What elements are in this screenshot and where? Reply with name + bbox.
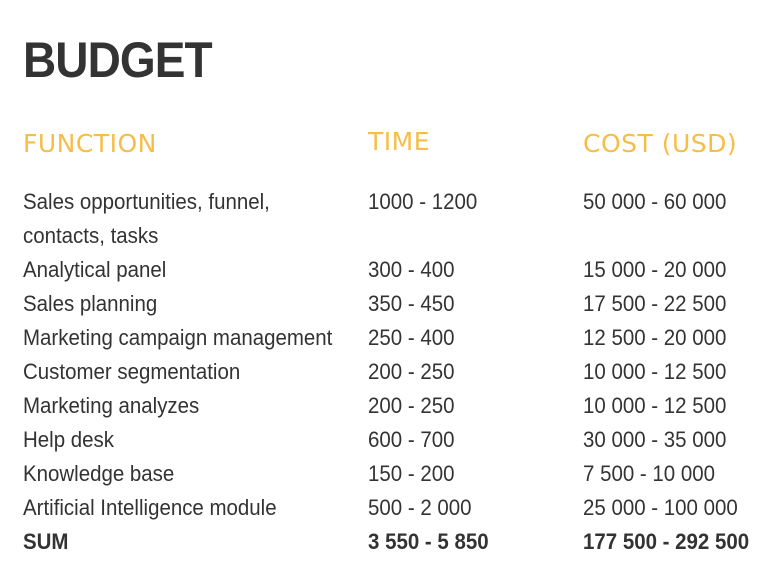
cost-cell: 7 500 - 10 000 (583, 461, 715, 486)
sum-time: 3 550 - 5 850 (368, 529, 489, 554)
time-cell: 1000 - 1200 (368, 189, 478, 214)
function-cell: Customer segmentation (23, 359, 241, 384)
cost-cell: 15 000 - 20 000 (583, 257, 727, 282)
time-cell: 150 - 200 (368, 461, 455, 486)
time-cell: 200 - 250 (368, 393, 455, 418)
time-cell: 500 - 2 000 (368, 495, 472, 520)
column-header-function: FUNCTION (23, 129, 157, 158)
page-title: BUDGET (23, 32, 212, 88)
column-header-time: TIME (368, 127, 431, 156)
cost-cell: 17 500 - 22 500 (583, 291, 727, 316)
time-cell: 200 - 250 (368, 359, 455, 384)
time-cell: 350 - 450 (368, 291, 455, 316)
function-cell: Sales planning (23, 291, 158, 316)
time-cell: 600 - 700 (368, 427, 455, 452)
function-cell (23, 185, 339, 253)
function-line: Sales opportunities, funnel, (23, 189, 270, 214)
function-line: contacts, tasks (23, 223, 159, 248)
cost-cell: 12 500 - 20 000 (583, 325, 727, 350)
function-cell: Artificial Intelligence module (23, 495, 277, 520)
cost-cell: 30 000 - 35 000 (583, 427, 727, 452)
function-cell: Knowledge base (23, 461, 175, 486)
time-cell: 300 - 400 (368, 257, 455, 282)
function-cell: Help desk (23, 427, 114, 452)
function-cell: Marketing analyzes (23, 393, 200, 418)
function-cell: Marketing campaign management (23, 325, 333, 350)
function-cell: Analytical panel (23, 257, 167, 282)
cost-cell: 25 000 - 100 000 (583, 495, 738, 520)
time-cell: 250 - 400 (368, 325, 455, 350)
cost-cell: 50 000 - 60 000 (583, 189, 727, 214)
cost-cell: 10 000 - 12 500 (583, 359, 727, 384)
sum-cost: 177 500 - 292 500 (583, 529, 750, 554)
cost-cell: 10 000 - 12 500 (583, 393, 727, 418)
column-header-cost: COST (USD) (583, 129, 738, 158)
sum-label: SUM (23, 529, 69, 554)
